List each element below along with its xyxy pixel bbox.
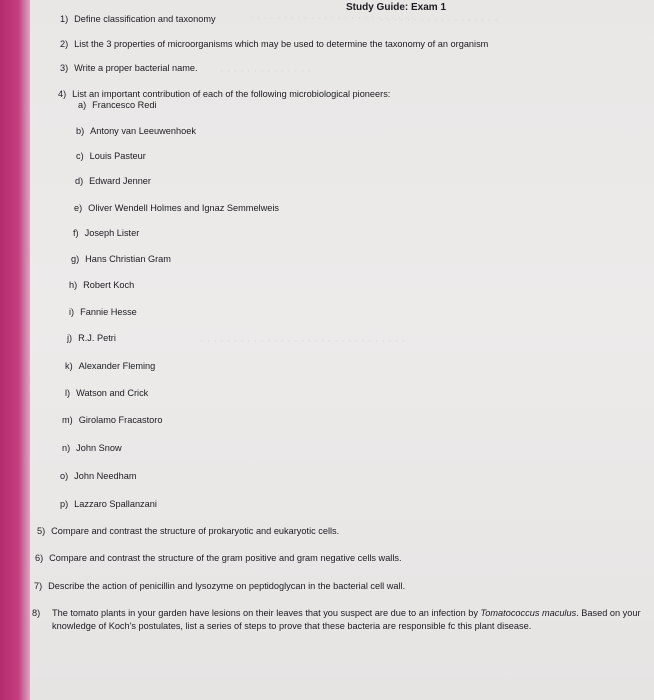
question-1 [60,13,216,25]
question-5 [37,525,339,537]
question-number: 1) [60,14,69,24]
pioneer-item: k) Alexander Fleming [65,361,156,371]
question-7 [34,580,405,592]
question-number: 4) [58,89,67,99]
pioneer-item: i) Fannie Hesse [69,307,137,317]
question-number: 6) [35,553,44,563]
question-text: Compare and contrast the structure of prokaryotic and eukaryotic cells. [51,526,340,536]
pioneer-item: e) Oliver Wendell Holmes and Ignaz Semmelweis [74,203,279,213]
question-text: Write a proper bacterial name. [74,63,198,73]
question-text: List an important contribution of each of the following microbiological pioneers: [72,89,391,99]
pioneer-item: l) Watson and Crick [65,388,149,398]
question-text: The tomato plants in your garden have lesions on their leaves that you suspect are due to an infection by Tomatococcus maculus. Based on your knowledge of Koch's postulates, list a series of steps to prove that these bacteria are responsible fc this plant disease. [52,608,641,631]
pioneer-item: h) Robert Koch [69,280,135,290]
question-number: 2) [60,39,69,49]
pioneer-item: j) R.J. Petri [67,333,116,343]
pioneer-item: o) John Needham [60,471,137,481]
question-number: 7) [34,581,43,591]
pioneer-item: n) John Snow [62,443,122,453]
document-page: · · · · · · · · · · · · · · · · · · · · · · · · · · · · · · · · · · · · · · · · · · · · · · · · · · · · · · · · · · · · · · · · · · · · · · · · · · · · · · · · · · · · · · · · Study Guide: Exam 1 1) Define classification and taxonomy 2) List the 3 properties of microorganisms which may be used to determine the taxonomy of an organism 3) Write a proper bacterial name. 4) List an important contribution of each of the following microbiological pioneers: a) Francesco Redi b) Antony van Leeuwenhoek c) Louis Pasteur d) Edward Jenner e) Oliver Wendell Holmes and Ignaz Semmelweis f) Joseph Lister g) Hans Christian Gram h) Robert Koch i) Fannie Hesse j) R.J. Petri k) Alexander Fleming l) Watson and Crick m) Girolamo Fracastoro n) John Snow o) John Needham p) Lazzaro Spallanzani 5) Compare and contrast the structure of prokaryotic and eukaryotic cells. 6) Compare and contrast the structure of the gram positive and gram negative cells walls. 7) Describe the action of penicillin and lysozyme on peptidoglycan in the bacterial cell wall. 8) The tomato plants in your garden have lesions on their leaves that you suspect are due to an infection by Tomatococcus maculus. Based on your knowledge of Koch's postulates, list a series of steps to prove that these bacteria are responsible fc this plant disease. [0,0,654,700]
question-number: 3) [60,63,69,73]
pioneer-item: a) Francesco Redi [78,100,157,110]
background-pink-cover [0,0,30,700]
question-8 [32,607,650,632]
question-text: List the 3 properties of microorganisms which may be used to determine the taxonomy of an organism [74,39,489,49]
pioneer-item: b) Antony van Leeuwenhoek [76,126,196,136]
question-6 [35,552,402,564]
page-title: Study Guide: Exam 1 [346,2,447,13]
question-number: 5) [37,526,46,536]
question-text: Describe the action of penicillin and lysozyme on peptidoglycan in the bacterial cell wall. [48,581,406,591]
question-text: Compare and contrast the structure of the gram positive and gram negative cells walls. [49,553,402,563]
pioneer-item: c) Louis Pasteur [76,151,146,161]
question-3 [60,62,198,74]
pioneer-item: g) Hans Christian Gram [71,254,171,264]
question-number: 8) [32,608,41,618]
pioneer-item: m) Girolamo Fracastoro [62,415,163,425]
pioneer-item: p) Lazzaro Spallanzani [60,499,157,509]
pioneer-item: f) Joseph Lister [73,228,140,238]
pioneer-item: d) Edward Jenner [75,176,151,186]
question-text: Define classification and taxonomy [74,14,216,24]
question-2 [60,38,488,50]
